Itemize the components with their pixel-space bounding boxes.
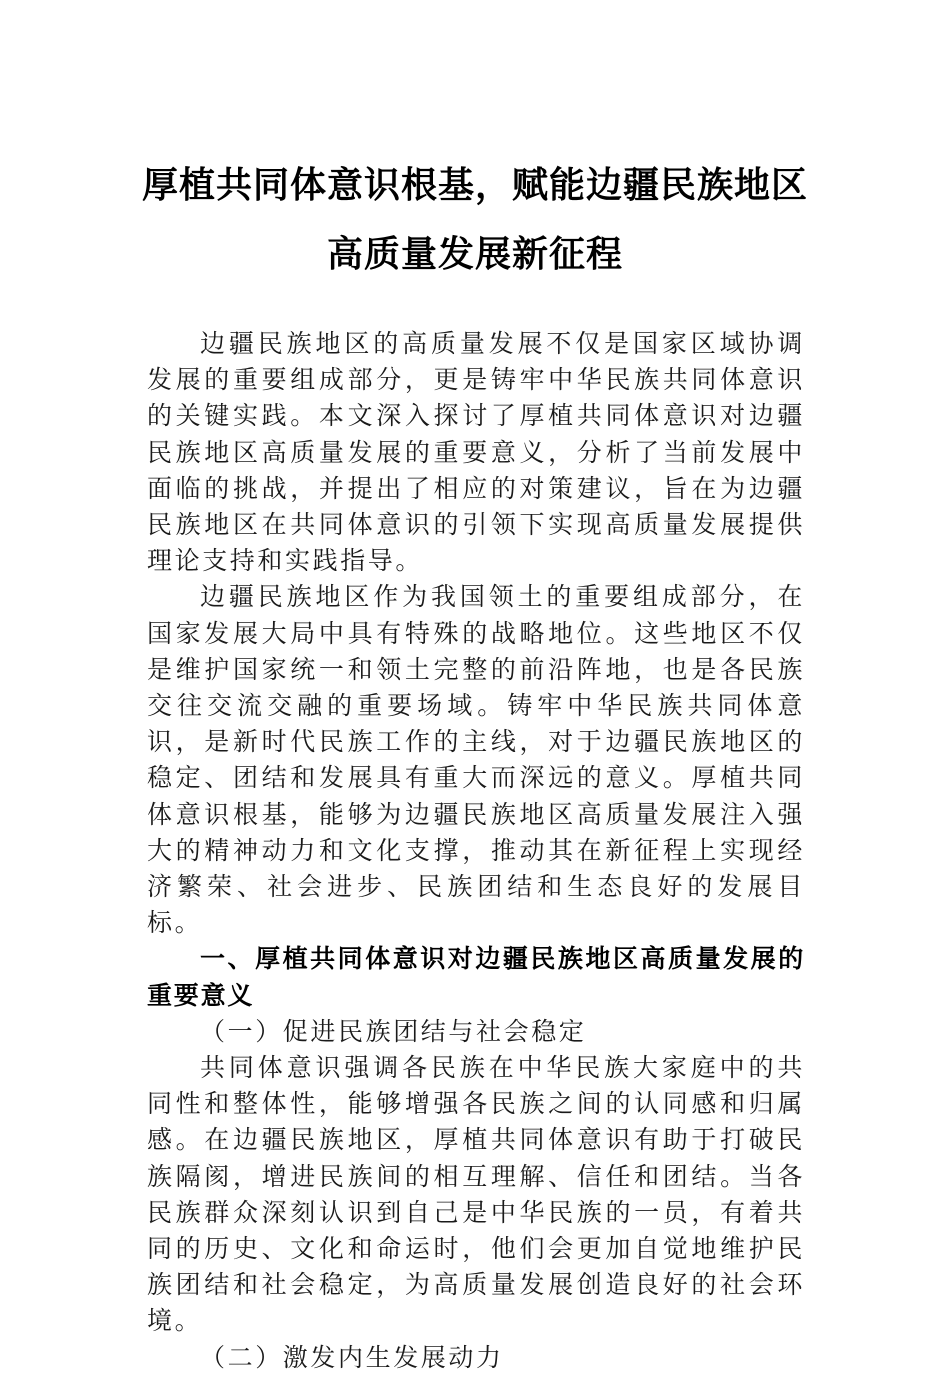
document-title-line-2: 高质量发展新征程 — [326, 233, 623, 275]
abstract-paragraph: 边疆民族地区的高质量发展不仅是国家区域协调发展的重要组成部分，更是铸牢中华民族共同体意识的关键实践。本文深入探讨了厚植共同体意识对边疆民族地区高质量发展的重要意义，分析了当前发展中面临的挑战，并提出了相应的对策建议，旨在为边疆民族地区在共同体意识的引领下实现高质量发展提供理论支持和实践指导。 — [147, 329, 805, 576]
subsection-heading-1: （一）促进民族团结与社会稳定 — [200, 1016, 587, 1046]
intro-paragraph: 边疆民族地区作为我国领土的重要组成部分，在国家发展大局中具有特殊的战略地位。这些地区不仅是维护国家统一和领土完整的前沿阵地，也是各民族交往交流交融的重要场域。铸牢中华民族共同体意识，是新时代民族工作的主线，对于边疆民族地区的稳定、团结和发展具有重大而深远的意义。厚植共同体意识根基，能够为边疆民族地区高质量发展注入强大的精神动力和文化支撑，推动其在新征程上实现经济繁荣、社会进步、民族团结和生态良好的发展目标。 — [147, 582, 805, 938]
section-heading-1: 一、厚植共同体意识对边疆民族地区高质量发展的重要意义 — [147, 944, 805, 1010]
subsection-heading-2: （二）激发内生发展动力 — [200, 1342, 504, 1372]
document-title-line-1: 厚植共同体意识根基，赋能边疆民族地区 — [141, 164, 808, 206]
subsection-1-paragraph: 共同体意识强调各民族在中华民族大家庭中的共同性和整体性，能够增强各民族之间的认同感和归属感。在边疆民族地区，厚植共同体意识有助于打破民族隔阂，增进民族间的相互理解、信任和团结。当各民族群众深刻认识到自己是中华民族的一员，有着共同的历史、文化和命运时，他们会更加自觉地维护民族团结和社会稳定，为高质量发展创造良好的社会环境。 — [147, 1053, 805, 1336]
document-body — [147, 326, 805, 1376]
